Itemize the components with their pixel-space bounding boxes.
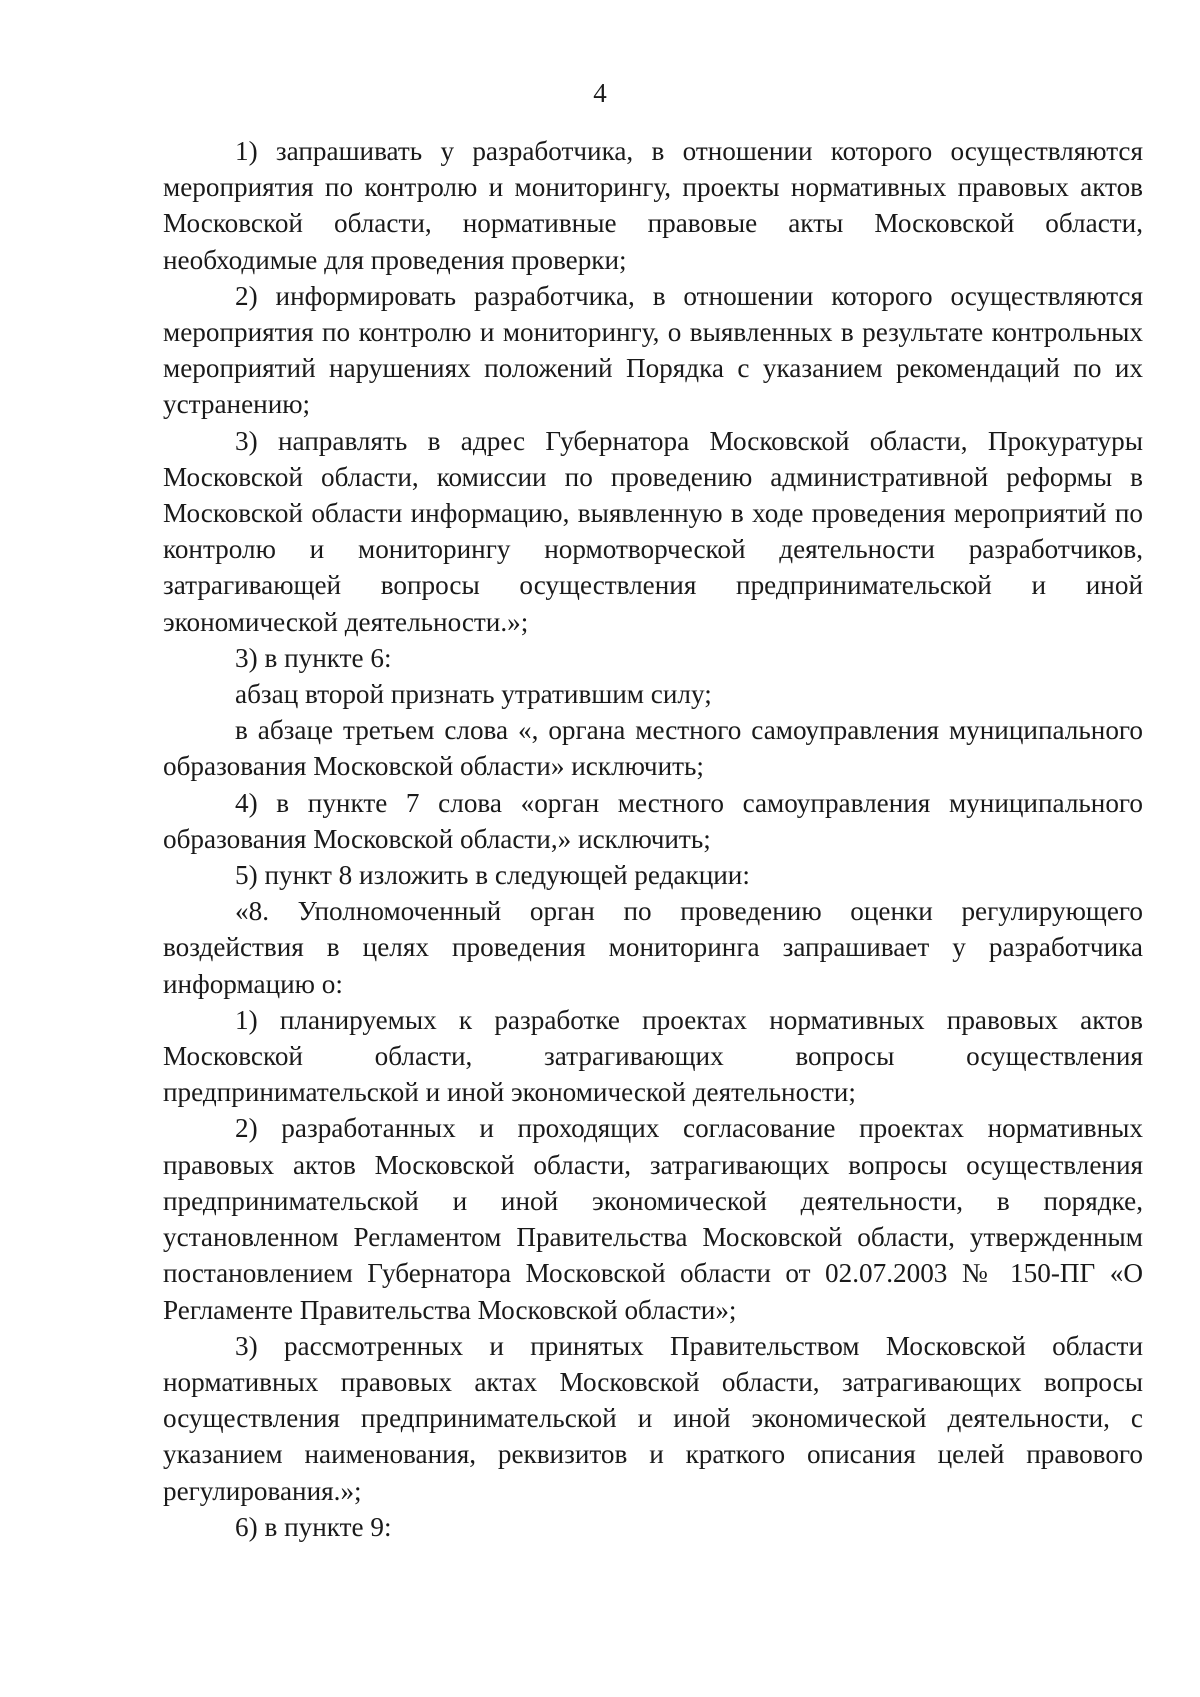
- paragraph: в абзаце третьем слова «, органа местного самоуправления муниципального образования Московской области» исключить;: [163, 715, 1143, 782]
- paragraph: 1) запрашивать у разработчика, в отношении которого осуществляются мероприятия по контролю и мониторингу, проекты нормативных правовых актов Московской области, нормативные правовые акты Московской области, необходимые для проведения проверки;: [163, 136, 1143, 275]
- paragraph: 3) в пункте 6:: [235, 642, 392, 673]
- paragraph: 5) пункт 8 изложить в следующей редакции:: [235, 860, 750, 891]
- paragraph: 4) в пункте 7 слова «орган местного самоуправления муниципального образования Московской области,» исключить;: [163, 787, 1143, 854]
- paragraph: 2) информировать разработчика, в отношении которого осуществляются мероприятия по контролю и мониторингу, о выявленных в результате контрольных мероприятий нарушениях положений Порядка с указанием рекомендаций по их устранению;: [163, 280, 1143, 420]
- paragraph: «8. Уполномоченный орган по проведению оценки регулирующего воздействия в целях проведения мониторинга запрашивает у разработчика информацию о:: [163, 896, 1143, 999]
- document-body: [163, 133, 1143, 1545]
- paragraph: 6) в пункте 9:: [235, 1511, 392, 1542]
- paragraph: 1) планируемых к разработке проектах нормативных правовых актов Московской области, затрагивающих вопросы осуществления предпринимательской и иной экономической деятельности;: [163, 1004, 1143, 1108]
- paragraph: 3) рассмотренных и принятых Правительством Московской области нормативных правовых актах Московской области, затрагивающих вопросы осуществления предпринимательской и иной экономической деятельности, с указанием наименования, реквизитов и краткого описания целей правового регулирования.»;: [163, 1330, 1143, 1506]
- page-number: 4: [593, 78, 607, 108]
- paragraph: абзац второй признать утратившим силу;: [235, 679, 712, 710]
- paragraph: 3) направлять в адрес Губернатора Московской области, Прокуратуры Московской области, комиссии по проведению административной реформы в Московской области информацию, выявленную в ходе проведения мероприятий по контролю и мониторингу нормотворческой деятельности разработчиков, затрагивающей вопросы осуществления предпринимательской и иной экономической деятельности.»;: [163, 425, 1143, 637]
- paragraph: 2) разработанных и проходящих согласование проектах нормативных правовых актов Московской области, затрагивающих вопросы осуществления предпринимательской и иной экономической деятельности, в порядке, установленном Регламентом Правительства Московской области, утвержденным постановлением Губернатора Московской области от 02.07.2003 № 150-ПГ «О Регламенте Правительства Московской области»;: [163, 1113, 1143, 1325]
